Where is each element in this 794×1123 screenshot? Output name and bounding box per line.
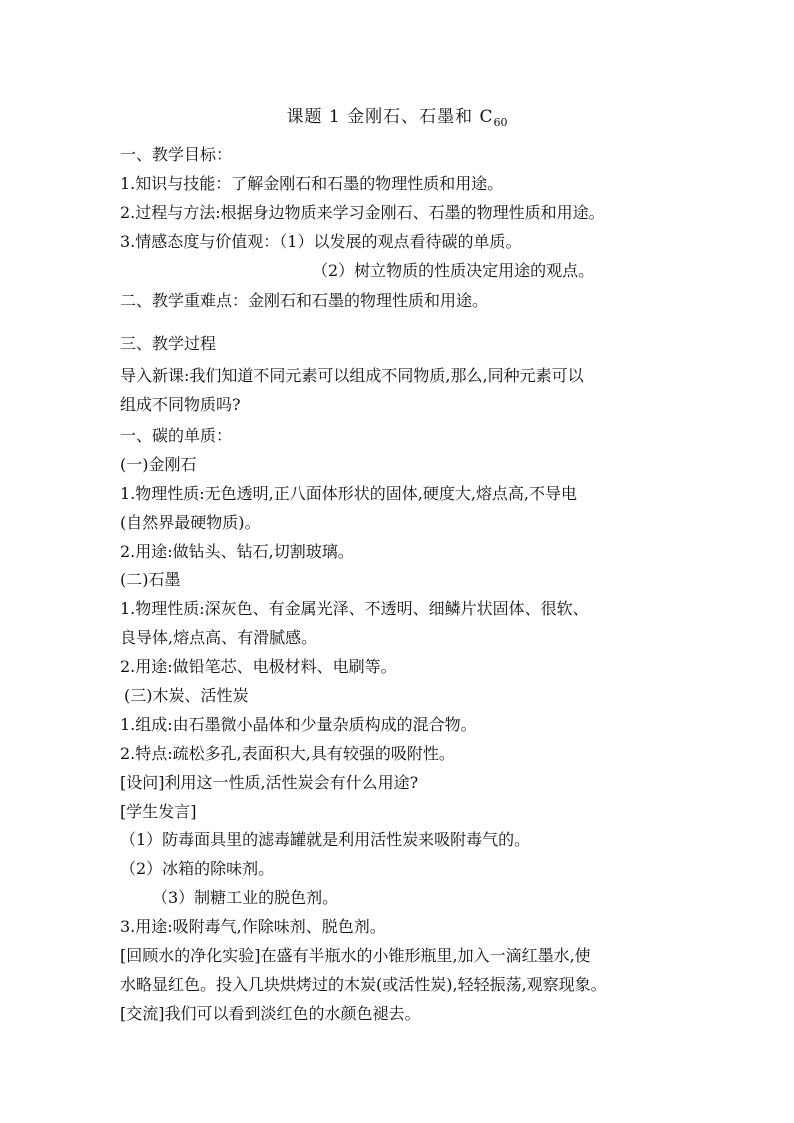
title-subscript: 60 — [493, 116, 508, 129]
charcoal-features: 2.特点:疏松多孔,表面积大,具有较强的吸附性。 — [120, 744, 455, 763]
exchange-line: [交流]我们可以看到淡红色的水颜色褪去。 — [120, 1004, 421, 1023]
subheading-charcoal: (三)木炭、活性炭 — [124, 686, 249, 705]
diamond-properties-line-2: (自然界最硬物质)。 — [120, 513, 261, 532]
page-title — [0, 104, 794, 136]
objective-attitude: 3.情感态度与价值观：（1）以发展的观点看待碳的单质。 — [120, 232, 522, 251]
subheading-graphite: (二)石墨 — [120, 570, 181, 589]
section-heading-process: 三、教学过程 — [120, 334, 217, 353]
experiment-line-1: [回顾水的净化实验]在盛有半瓶水的小锥形瓶里,加入一滴红墨水,使 — [120, 946, 591, 965]
subheading-diamond: (一)金刚石 — [120, 455, 197, 474]
graphite-properties-line-2: 良导体,熔点高、有滑腻感。 — [120, 628, 318, 647]
question-line: [设问]利用这一性质,活性炭会有什么用途? — [120, 773, 419, 792]
title-text: 课题 1 金刚石、石墨和 C — [286, 107, 494, 127]
subheading-carbon-elements: 一、碳的单质： — [120, 426, 233, 445]
student-answer-1: （1）防毒面具里的滤毒罐就是利用活性炭来吸附毒气的。 — [120, 830, 531, 849]
diamond-properties-line-1: 1.物理性质:无色透明,正八面体形状的固体,硬度大,熔点高,不导电 — [120, 484, 578, 503]
experiment-line-2: 水略显红色。投入几块烘烤过的木炭(或活性炭),轻轻振荡,观察现象。 — [120, 975, 607, 994]
charcoal-composition: 1.组成:由石墨微小晶体和少量杂质构成的混合物。 — [120, 715, 477, 734]
charcoal-uses: 3.用途:吸附毒气,作除味剂、脱色剂。 — [120, 917, 386, 936]
objective-knowledge: 1.知识与技能：了解金刚石和石墨的物理性质和用途。 — [120, 174, 504, 193]
intro-paragraph-line-2: 组成不同物质吗? — [120, 395, 241, 414]
graphite-uses: 2.用途:做铅笔芯、电极材料、电刷等。 — [120, 657, 397, 676]
section-heading-key-points: 二、教学重难点：金刚石和石墨的物理性质和用途。 — [120, 291, 489, 310]
intro-paragraph-line-1: 导入新课:我们知道不同元素可以组成不同物质,那么,同种元素可以 — [120, 366, 584, 385]
section-heading-objectives: 一、教学目标： — [120, 145, 233, 164]
diamond-uses: 2.用途:做钻头、钻石,切割玻璃。 — [120, 542, 354, 561]
student-answer-3: （3）制糖工业的脱色剂。 — [152, 888, 339, 907]
student-answer-2: （2）冰箱的除味剂。 — [120, 859, 275, 878]
student-speech-heading: [学生发言] — [120, 802, 197, 821]
objective-attitude-2: （2）树立物质的性质决定用途的观点。 — [312, 261, 595, 280]
graphite-properties-line-1: 1.物理性质:深灰色、有金属光泽、不透明、细鳞片状固体、很软、 — [120, 599, 589, 618]
objective-process: 2.过程与方法:根据身边物质来学习金刚石、石墨的物理性质和用途。 — [120, 203, 605, 222]
